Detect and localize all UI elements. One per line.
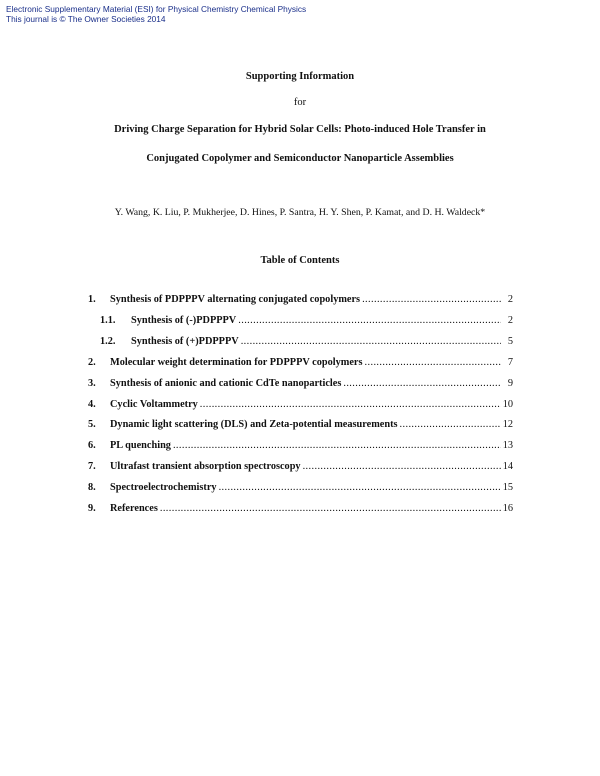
toc-entry-6[interactable] [88,439,513,453]
esi-line-copyright: This journal is © The Owner Societies 2014 [6,14,166,24]
toc-label: Synthesis of PDPPPV alternating conjugated copolymers [110,294,361,305]
toc-label: Spectroelectrochemistry [110,482,217,493]
toc-page-number: 12 [502,419,513,430]
toc-label: Synthesis of (-)PDPPPV [131,315,237,326]
toc-number: 7. [88,461,96,472]
toc-page-number: 14 [502,461,513,472]
toc-page-number: 9 [507,378,513,389]
toc-leader [173,439,501,453]
for-word: for [293,97,307,108]
toc-number: 3. [88,378,96,389]
toc-number: 1. [88,294,96,305]
toc-heading: Table of Contents [260,255,340,266]
toc-leader [219,481,501,495]
toc-leader [241,335,501,349]
toc-entry-1[interactable] [88,293,513,307]
toc-number: 8. [88,482,96,493]
toc-page-number: 2 [507,294,513,305]
toc-entry-1-1[interactable] [100,314,513,328]
toc-leader [365,356,501,370]
toc-label: Cyclic Voltammetry [110,399,198,410]
toc-entry-1-2[interactable] [100,335,513,349]
toc-leader [303,460,501,474]
toc-number: 1.2. [100,336,116,347]
toc-leader [238,314,501,328]
paper-title-line-1: Driving Charge Separation for Hybrid Solar Cells: Photo-induced Hole Transfer in [114,124,486,135]
toc-number: 4. [88,399,96,410]
toc-leader [160,502,501,516]
toc-label: Ultrafast transient absorption spectroscopy [110,461,301,472]
toc-page-number: 15 [502,482,513,493]
toc-entry-4[interactable] [88,398,513,412]
toc-label: Molecular weight determination for PDPPPV copolymers [110,357,363,368]
toc-leader [362,293,501,307]
toc-number: 2. [88,357,96,368]
toc-number: 1.1. [100,315,116,326]
toc-entry-3[interactable] [88,377,513,391]
toc-entry-2[interactable] [88,356,513,370]
toc-page-number: 5 [507,336,513,347]
toc-entry-7[interactable] [88,460,513,474]
toc-leader [400,418,501,432]
toc-label: Dynamic light scattering (DLS) and Zeta-potential measurements [110,419,398,430]
toc-page-number: 2 [507,315,513,326]
toc-number: 5. [88,419,96,430]
toc-label: References [110,503,158,514]
toc-label: PL quenching [110,440,171,451]
toc-number: 6. [88,440,96,451]
toc-label: Synthesis of (+)PDPPPV [131,336,239,347]
toc-label: Synthesis of anionic and cationic CdTe nanoparticles [110,378,342,389]
toc-entry-8[interactable] [88,481,513,495]
esi-line-journal: Electronic Supplementary Material (ESI) for Physical Chemistry Chemical Physics [6,4,307,14]
supporting-information-title: Supporting Information [245,71,355,82]
paper-title-line-2: Conjugated Copolymer and Semiconductor Nanoparticle Assemblies [146,153,454,164]
toc-page-number: 13 [502,440,513,451]
toc-page-number: 7 [507,357,513,368]
toc-entry-9[interactable] [88,502,513,516]
toc-number: 9. [88,503,96,514]
toc-leader [343,377,501,391]
esi-header [6,4,306,24]
toc-page-number: 16 [502,503,513,514]
toc-page-number: 10 [502,399,513,410]
author-list: Y. Wang, K. Liu, P. Mukherjee, D. Hines, P. Santra, H. Y. Shen, P. Kamat, and D. H. Waldeck* [114,207,486,218]
toc-entry-5[interactable] [88,418,513,432]
toc-leader [200,398,501,412]
